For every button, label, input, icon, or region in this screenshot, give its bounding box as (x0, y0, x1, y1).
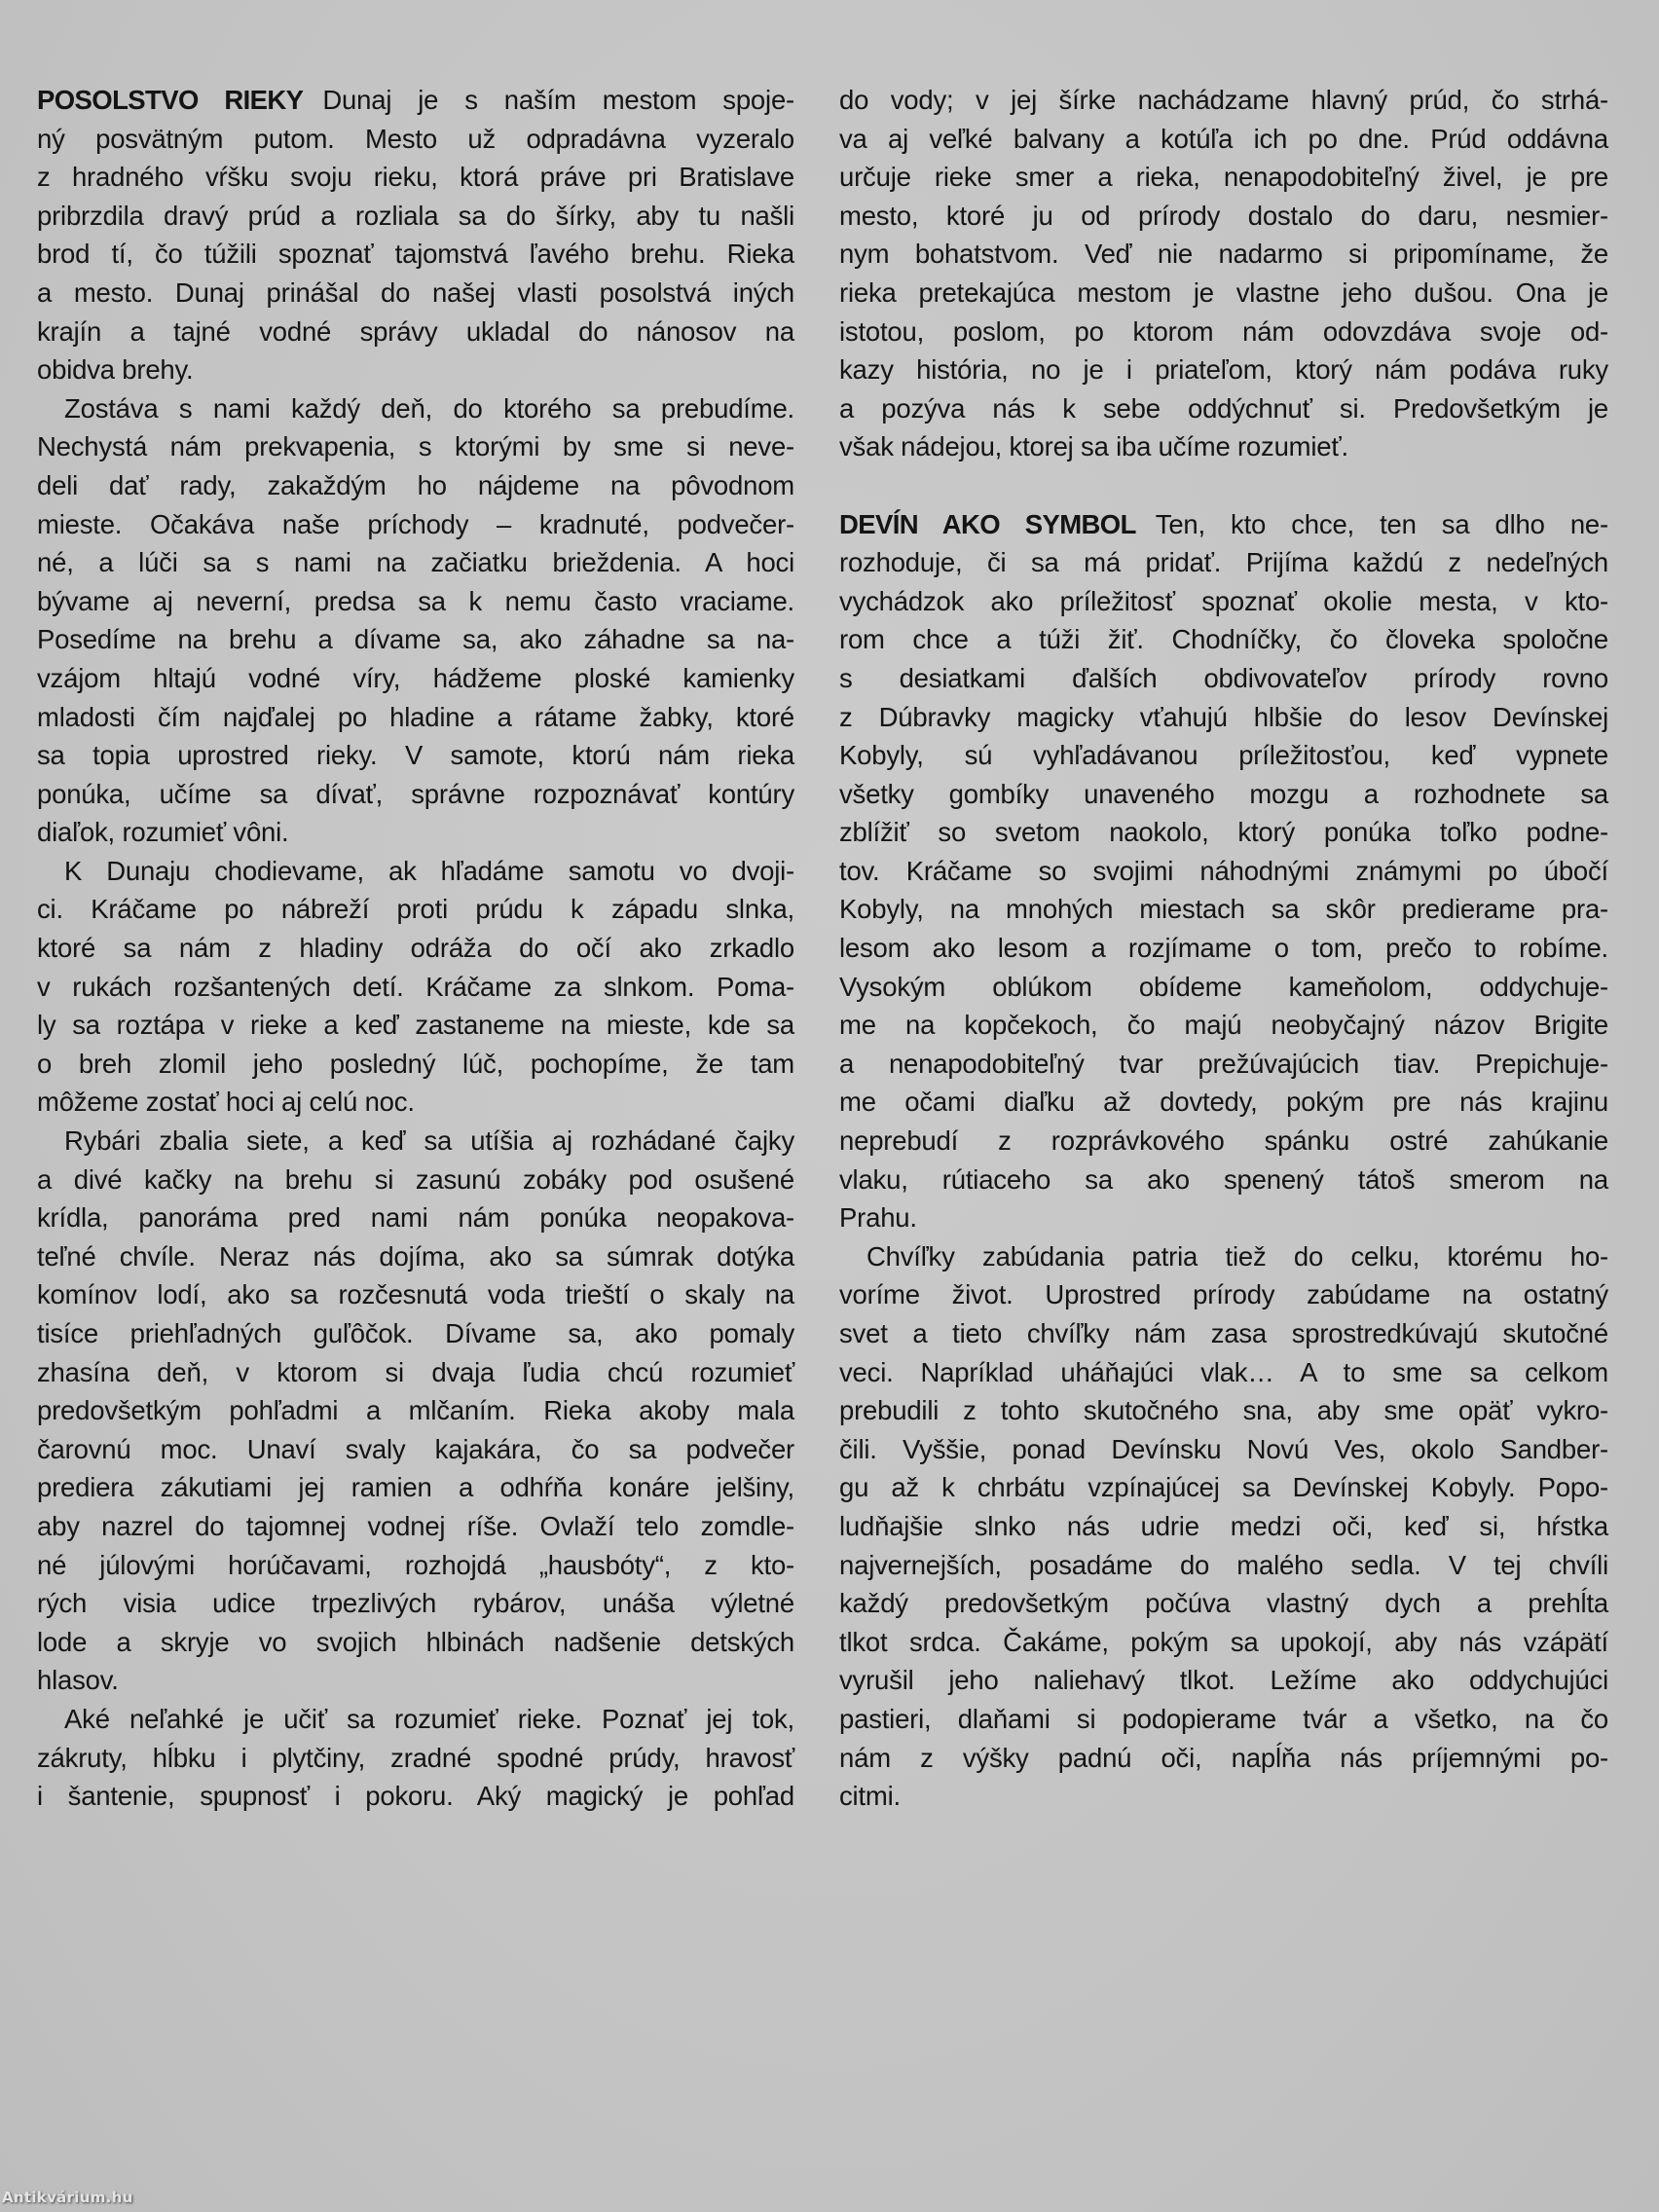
text-line: tlkot srdca. Čakáme, pokým sa upokojí, aby nás vzápätí (839, 1626, 1608, 1657)
text-line: zhasína deň, v ktorom si dvaja ľudia chcú rozumieť (37, 1356, 794, 1387)
text-line: do vody; v jej šírke nachádzame hlavný prúd, čo strhá- (839, 85, 1608, 115)
text-line: o breh zlomil jeho posledný lúč, pochopíme, že tam (37, 1048, 794, 1079)
text-line: veci. Napríklad uháňajúci vlak… A to sme sa celkom (839, 1356, 1608, 1387)
text-line: brod tí, čo túžili spoznať tajomstvá ľavého brehu. Rieka (37, 239, 794, 270)
text-line: sa topia uprostred rieky. V samote, ktorú nám rieka (37, 740, 794, 771)
text-line: me na kopčekoch, čo majú neobyčajný názov Brigite (839, 1010, 1608, 1041)
text-line: tisíce priehľadných guľôčok. Dívame sa, ako pomaly (37, 1318, 794, 1348)
text-line: určuje rieke smer a rieka, nenapodobiteľný živel, je pre (839, 162, 1608, 193)
text-line: citmi. (839, 1781, 901, 1812)
text-line: rých visia udice trpezlivých rybárov, unáša výletné (37, 1588, 794, 1619)
text-line: Kobyly, sú vyhľadávanou príležitosťou, keď vypnete (839, 740, 1608, 771)
text-line: a mesto. Dunaj prinášal do našej vlasti posolstvá iných (37, 276, 794, 308)
text-line: bývame aj neverní, predsa sa k nemu často vraciame. (37, 585, 794, 616)
text-line: a nenapodobiteľný tvar prežúvajúcich tiav. Prepichuje- (839, 1048, 1608, 1079)
section-first-line: DEVÍN AKO SYMBOL Ten, kto chce, ten sa dlho ne- (839, 508, 1608, 539)
text-line: ludňajšie slnko nás udrie medzi oči, keď si, hŕstka (839, 1510, 1608, 1541)
text-line: komínov lodí, ako sa rozčesnutá voda trieští o skaly na (37, 1279, 794, 1310)
text-line: vlaku, rútiaceho sa ako spenený tátoš smerom na (839, 1163, 1608, 1195)
text-line: vychádzok ako príležitosť spoznať okolie mesta, v kto- (839, 585, 1608, 616)
text-line: lode a skryje vo svojich hlbinách nadšenie detských (37, 1626, 794, 1657)
text-line: voríme život. Uprostred prírody zabúdame na ostatný (839, 1279, 1608, 1310)
text-line: vzájom hltajú vodné víry, hádžeme ploské kamienky (37, 662, 794, 693)
text-line: Vysokým oblúkom obídeme kameňolom, oddychuje- (839, 971, 1608, 1002)
text-line: gu až k chrbátu vzpínajúcej sa Devínskej Kobyly. Popo- (839, 1472, 1608, 1503)
text-line: i šantenie, spupnosť i pokoru. Aký magický je pohľad (37, 1781, 794, 1812)
text-line: čarovnú moc. Unaví svaly kajakára, čo sa podvečer (37, 1433, 794, 1464)
text-line: každý predovšetkým počúva vlastný dych a prehĺta (839, 1588, 1608, 1619)
text-line: najvernejších, posadáme do malého sedla. V tej chvíli (839, 1549, 1608, 1580)
text-line: neprebudí z rozprávkového spánku ostré zahúkanie (839, 1125, 1608, 1157)
text-line: lesom ako lesom a rozjímame o tom, prečo to robíme. (839, 933, 1608, 964)
text-line: Kobyly, na mnohých miestach sa skôr predierame pra- (839, 894, 1608, 925)
text-line: Chvíľky zabúdania patria tiež do celku, ktorému ho- (866, 1240, 1608, 1272)
section-first-line: POSOLSTVO RIEKY Dunaj je s naším mestom spoje- (37, 85, 794, 115)
text-line: ponúka, učíme sa dívať, správne rozpoznávať kontúry (37, 778, 794, 809)
text-line: ný posvätným putom. Mesto už odpradávna vyzeralo (37, 123, 794, 154)
text-line: však nádejou, ktorej sa iba učíme rozumieť. (839, 431, 1348, 462)
text-line: svet a tieto chvíľky nám zasa sprostredkúvajú skutočné (839, 1318, 1608, 1348)
section-heading: DEVÍN AKO SYMBOL (839, 508, 1136, 539)
text-line: obidva brehy. (37, 354, 194, 386)
text-line: krídla, panoráma pred nami nám ponúka neopakova- (37, 1202, 794, 1234)
text-line: ci. Kráčame po nábreží proti prúdu k západu slnka, (37, 894, 794, 925)
section-spacer (839, 466, 1608, 505)
text-line: va aj veľké balvany a kotúľa ich po dne. Prúd oddávna (839, 123, 1608, 154)
text-line: v rukách rozšantených detí. Kráčame za slnkom. Poma- (37, 971, 794, 1002)
text-line: tov. Kráčame so svojimi náhodnými známymi po úbočí (839, 855, 1608, 886)
text-line: K Dunaju chodievame, ak hľadáme samotu vo dvoji- (64, 855, 794, 886)
text-line: prediera zákutiami jej ramien a odhŕňa konáre jelšiny, (37, 1472, 794, 1503)
text-line: z Dúbravky magicky vťahujú hlbšie do lesov Devínskej (839, 701, 1608, 732)
text-line: mladosti čím najďalej po hladine a rátame žabky, ktoré (37, 701, 794, 732)
text-line: Posedíme na brehu a dívame sa, ako záhadne sa na- (37, 624, 794, 655)
text-line: čili. Vyššie, ponad Devínsku Novú Ves, okolo Sandber- (839, 1433, 1608, 1464)
text-line: vyrušil jeho naliehavý tlkot. Ležíme ako oddychujúci (839, 1665, 1608, 1696)
text-line: rom chce a túži žiť. Chodníčky, čo človeka spoločne (839, 624, 1608, 655)
right-text-column (839, 81, 1608, 1816)
text-line: rieka pretekajúca mestom je vlastne jeho dušou. Ona je (839, 276, 1608, 308)
text-line: mieste. Očakáva naše príchody – kradnuté, podvečer- (37, 508, 794, 539)
text-line: né, a lúči sa s nami na začiatku brieždenia. A hoci (37, 547, 794, 578)
text-line: krajín a tajné vodné správy ukladal do nánosov na (37, 315, 794, 347)
text-line: predovšetkým pohľadmi a mlčaním. Rieka akoby mala (37, 1395, 794, 1426)
text-line: Nechystá nám prekvapenia, s ktorými by sme si neve- (37, 431, 794, 462)
text-line: prebudili z tohto skutočného sna, aby sme opäť vykro- (839, 1395, 1608, 1426)
text-line: hlasov. (37, 1665, 119, 1696)
text-line: pribrzdila dravý prúd a rozliala sa do šírky, aby tu našli (37, 200, 794, 231)
left-text-column (37, 81, 794, 1816)
text-line: deli dať rady, zakaždým ho nájdeme na pôvodnom (37, 469, 794, 500)
text-line: ly sa roztápa v rieke a keď zastaneme na mieste, kde sa (37, 1010, 794, 1041)
text-line: zákruty, hĺbku i plytčiny, zradné spodné prúdy, hravosť (37, 1742, 794, 1773)
text-line: Rybári zbalia siete, a keď sa utíšia aj rozhádané čajky (64, 1125, 794, 1157)
text-line: nám z výšky padnú oči, napĺňa nás príjemnými po- (839, 1742, 1608, 1773)
text-line: teľné chvíle. Neraz nás dojíma, ako sa súmrak dotýka (37, 1240, 794, 1272)
watermark: Antikvárium.hu (2, 2189, 133, 2206)
text-line: Prahu. (839, 1202, 917, 1234)
text-line: s desiatkami ďalších obdivovateľov prírody rovno (839, 662, 1608, 693)
text-line: zblížiť so svetom naokolo, ktorý ponúka toľko podne- (839, 817, 1608, 848)
text-line: Aké neľahké je učiť sa rozumieť rieke. Poznať jej tok, (64, 1703, 794, 1734)
text-line: né júlovými horúčavami, rozhojdá „hausbóty“, z kto- (37, 1549, 794, 1580)
text-line: aby nazrel do tajomnej vodnej ríše. Ovlaží telo zomdle- (37, 1510, 794, 1541)
text-line: môžeme zostať hoci aj celú noc. (37, 1087, 415, 1118)
text-line: a divé kačky na brehu si zasunú zobáky pod osušené (37, 1163, 794, 1195)
text-line: rozhoduje, či sa má pridať. Prijíma každú z nedeľných (839, 547, 1608, 578)
text-line: nym bohatstvom. Veď nie nadarmo si pripomíname, že (839, 239, 1608, 270)
text-line: mesto, ktoré ju od prírody dostalo do daru, nesmier- (839, 200, 1608, 231)
text-line: z hradného vŕšku svoju rieku, ktorá práve pri Bratislave (37, 162, 794, 193)
text-line: a pozýva nás k sebe oddýchnuť si. Predovšetkým je (839, 392, 1608, 424)
text-line: kazy história, no je i priateľom, ktorý nám podáva ruky (839, 354, 1608, 386)
text-line: diaľok, rozumieť vôni. (37, 817, 289, 848)
text-line: me očami diaľku až dovtedy, pokým pre nás krajinu (839, 1087, 1608, 1118)
text-line: Zostáva s nami každý deň, do ktorého sa prebudíme. (64, 392, 794, 424)
text-line: ktoré sa nám z hladiny odráža do očí ako zrkadlo (37, 933, 794, 964)
text-line: všetky gombíky unaveného mozgu a rozhodnete sa (839, 778, 1608, 809)
section-heading: POSOLSTVO RIEKY (37, 85, 304, 115)
text-line: istotou, poslom, po ktorom nám odovzdáva svoje od- (839, 315, 1608, 347)
text-line: pastieri, dlaňami si podopierame tvár a všetko, na čo (839, 1703, 1608, 1734)
